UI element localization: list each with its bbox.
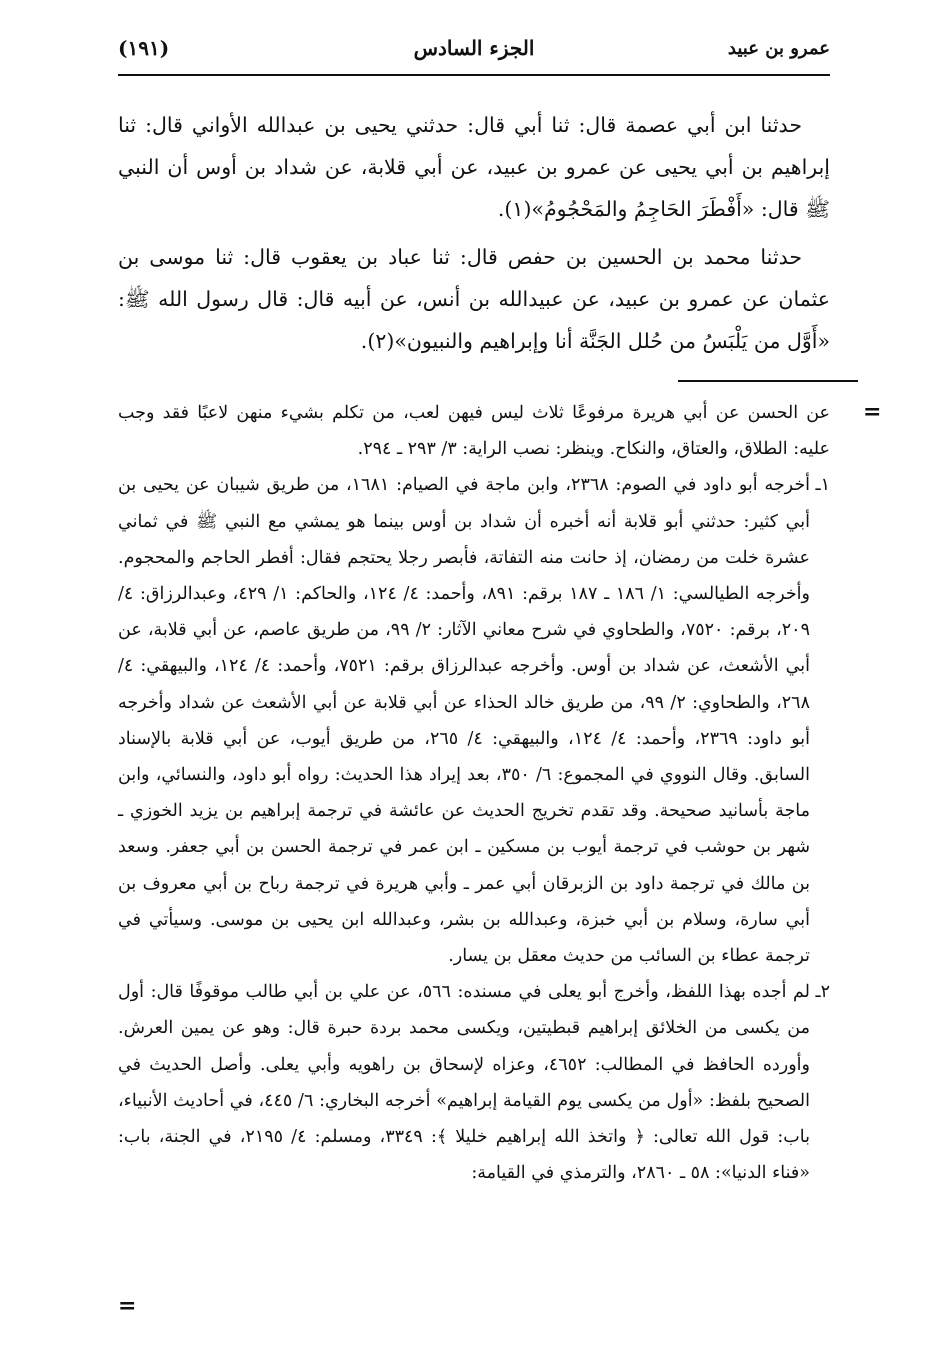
footnote-continued: عن الحسن عن أبي هريرة مرفوعًا ثلاث ليس فيهن لعب، من تكلم بشيء منهن لاعبًا فقد وجب عليه: الطلاق، والعتاق، والنكاح. وينظر: نصب الراية: ٣/ ٢٩٣ ـ ٢٩٤. bbox=[118, 403, 830, 460]
footnote-1-text: أخرجه أبو داود في الصوم: ٢٣٦٨، وابن ماجة في الصيام: ١٦٨١، من طريق شيبان عن يحيى بن أبي كثير: حدثني أبو قلابة أنه أخبره أن شداد بن أوس بينما هو يمشي مع النبي ﷺ في ثماني عشرة خلت من رمضان، إذ حانت منه التفاتة، فأبصر رجلا يحتجم فقال: أفطر الحاجم والمحجوم. وأخرجه الطيالسي: ١/ ١٨٦ ـ ١٨٧ برقم: ٨٩١، وأحمد: ٤/ ١٢٤، والحاكم: ١/ ٤٢٩، وعبدالرزاق: ٤/ ٢٠٩، برقم: ٧٥٢٠، والطحاوي في شرح معاني الآثار: ٢/ ٩٩، من طريق عاصم، عن أبي قلابة، عن أبي الأشعث، عن شداد بن أوس. وأخرجه عبدالرزاق برقم: ٧٥٢١، وأحمد: ٤/ ١٢٤، والبيهقي: ٤/ ٢٦٨، والطحاوي: ٢/ ٩٩، من طريق خالد الحذاء عن أبي قلابة عن أبي الأشعث عن شداد وأخرجه أبو داود: ٢٣٦٩، وأحمد: ٤/ ١٢٤، والبيهقي: ٤/ ٢٦٥، من طريق أيوب، عن أبي قلابة بالإسناد السابق. وقال النووي في المجموع: ٦/ ٣٥٠، بعد إيراد هذا الحديث: رواه أبو داود، والنسائي، وابن ماجة بأسانيد صحيحة. وقد تقدم تخريج الحديث عن عائشة في ترجمة إبراهيم بن يزيد الخوزي ـ شهر بن حوشب في ترجمة أيوب بن مسكين ـ ابن عمر في ترجمة الحسن بن أبي جعفر. وسعد بن مالك في ترجمة داود بن الزبرقان أبي عمر ـ وأبي هريرة في ترجمة رباح بن أبي معروف بن أبي سارة، وسلام بن أبي خبزة، وعبدالله بن بشر، وعبدالله ابن يحيى بن موسى. وسيأتي في ترجمة عطاء بن السائب من حديث معقل بن يسار. bbox=[118, 475, 811, 967]
hadith-paragraph-2: حدثنا محمد بن الحسين بن حفص قال: ثنا عباد بن يعقوب قال: ثنا موسى بن عثمان عن عمرو بن عبيد، عن عبيدالله بن أنس، عن أبيه قال: قال رسول الله ﷺ: «أَوَّل من يَلْبَسُ من حُلل الجَنَّة أنا وإبراهيم والنبيون»(٢). bbox=[118, 245, 830, 353]
continuation-mark-top: = bbox=[863, 399, 882, 425]
footnote-separator bbox=[678, 380, 858, 382]
footnote-1 bbox=[118, 467, 830, 974]
running-head-author: عمرو بن عبيد bbox=[727, 38, 830, 59]
main-text bbox=[118, 104, 830, 368]
page-header bbox=[118, 30, 830, 74]
footnote-1-number: ١ـ bbox=[815, 475, 830, 496]
footnotes bbox=[118, 395, 830, 1191]
page-number: (١٩١) bbox=[118, 36, 170, 60]
hadith-paragraph-1: حدثنا ابن أبي عصمة قال: ثنا أبي قال: حدثني يحيى بن عبدالله الأواني قال: ثنا إبراهيم بن أبي يحيى عن عمرو بن عبيد، عن أبي قلابة، عن شداد بن أوس أن النبي ﷺ قال: «أَفْطَرَ الحَاجِمُ والمَحْجُومُ»(١). bbox=[118, 113, 830, 221]
footnote-2-text: لم أجده بهذا اللفظ، وأخرج أبو يعلى في مسنده: ٥٦٦، عن علي بن أبي طالب موقوفًا قال: أول من يكسى من الخلائق إبراهيم قبطيتين، ويكسى محمد بردة حبرة قال: وهو عن يمين العرش. وأورده الحافظ في المطالب: ٤٦٥٢، وعزاه لإسحاق بن راهويه وأبي يعلى. وأصل الحديث في الصحيح بلفظ: «أول من يكسى يوم القيامة إبراهيم» أخرجه البخاري: ٦/ ٤٤٥، في أحاديث الأنبياء، باب: قول الله تعالى: ﴿ واتخذ الله إبراهيم خليلا ﴾: ٣٣٤٩، ومسلم: ٤/ ٢١٩٥، في الجنة، باب: «فناء الدنيا»: ٥٨ ـ ٢٨٦٠، والترمذي في القيامة: bbox=[118, 982, 810, 1184]
footnote-2-number: ٢ـ bbox=[815, 982, 830, 1003]
header-divider bbox=[118, 74, 830, 76]
footnote-2 bbox=[118, 974, 830, 1191]
continuation-mark-bottom: = bbox=[118, 1293, 137, 1319]
running-head-volume: الجزء السادس bbox=[413, 36, 535, 60]
